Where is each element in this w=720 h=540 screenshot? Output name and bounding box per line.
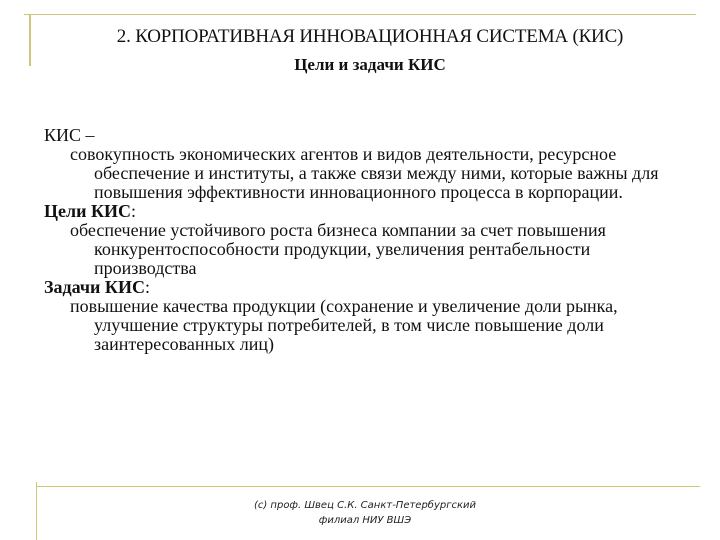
term-kis xyxy=(44,126,694,145)
term-tasks-colon: : xyxy=(144,277,150,297)
term-goals-colon: : xyxy=(131,201,137,221)
slide-subtitle: Цели и задачи КИС xyxy=(294,55,446,74)
footer-line-2: филиал НИУ ВШЭ xyxy=(318,515,412,526)
footer-line-1: (c) проф. Швец С.К. Санкт-Петербургский xyxy=(253,500,477,511)
term-tasks-label: Задачи КИС xyxy=(44,277,145,297)
term-goals-label: Цели КИС xyxy=(44,201,132,221)
term-goals-definition: обеспечение устойчивого роста бизнеса компании за счет повышения конкурентоспособности продукции, увеличения рентабельности производства xyxy=(70,220,606,278)
term-tasks-definition: повышение качества продукции (сохранение и увеличение доли рынка, улучшение структуры потребителей, в том числе повышение доли заинтересованных лиц) xyxy=(70,296,618,354)
term-kis-definition: совокупность экономических агентов и видов деятельности, ресурсное обеспечение и институты, а также связи между ними, которые важны для повышения эффективности инновационного процесса в корпорации. xyxy=(70,144,659,202)
slide-title: 2. КОРПОРАТИВНАЯ ИННОВАЦИОННАЯ СИСТЕМА (КИС) xyxy=(116,26,624,47)
term-goals xyxy=(44,202,694,221)
bottom-left-rule xyxy=(36,482,37,540)
slide-header xyxy=(40,26,700,76)
term-kis-label: КИС – xyxy=(44,125,95,145)
top-left-rule xyxy=(29,14,31,66)
slide-footer xyxy=(180,498,550,528)
term-tasks xyxy=(44,278,694,297)
bottom-rule xyxy=(36,486,700,487)
slide-body xyxy=(44,126,694,354)
top-rule xyxy=(24,14,696,15)
